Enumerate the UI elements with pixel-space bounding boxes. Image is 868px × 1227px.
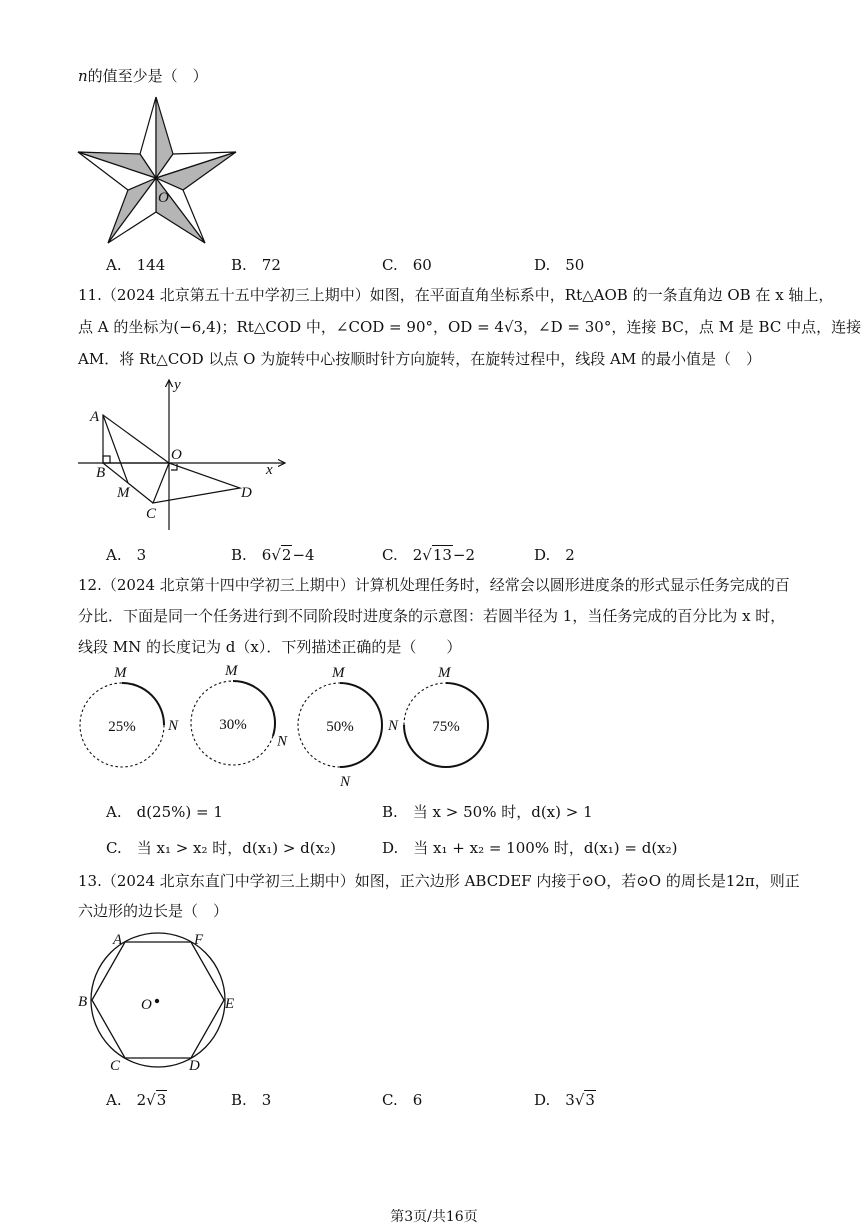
q13-stem-line1: 13.（2024 北京东直门中学初三上期中）如图，正六边形 ABCDEF 内接于⊙O，若⊙O 的周长是12π，则正 [78,872,800,890]
q10-label-O: O [158,190,169,206]
q10-option-c: C. 60 [382,256,432,274]
q12-option-a: A. d(25%) = 1 [106,803,223,821]
q12-option-d: D. 当 x₁ + x₂ = 100% 时，d(x₁) = d(x₂) [382,839,678,857]
q11-stem-line1: 11.（2024 北京第五十五中学初三上期中）如图，在平面直角坐标系中，Rt△AOB 的一条直角边 OB 在 x 轴上， [78,286,834,304]
progress-point-N: N [340,774,351,790]
q11-option-c-coef: C. 2 [382,546,423,564]
q11-option-b-coef: B. 6 [231,546,272,564]
progress-point-N: N [388,718,399,734]
progress-point-M: M [332,665,345,681]
progress-point-M: M [114,665,127,681]
q11-option-d: D. 2 [534,546,575,564]
q11-option-c-tail: −2 [452,546,476,564]
progress-percent-label: 75% [432,719,460,735]
q11-option-b-tail: −4 [292,546,315,564]
q11-option-b: B. 6√2−4 [231,546,315,564]
q10-option-d: D. 50 [534,256,585,274]
q11-label-x: x [266,462,273,478]
q13-option-d-radicand: 3 [585,1091,595,1109]
q12-option-c: C. 当 x₁ > x₂ 时，d(x₁) > d(x₂) [106,839,336,857]
progress-point-N: N [276,733,287,750]
q11-label-y: y [174,377,181,393]
progress-point-M: M [225,663,238,679]
q13-option-a: A. 2√3 [106,1091,167,1109]
q11-option-c: C. 2√13−2 [382,546,476,564]
q13-label-C: C [110,1058,121,1074]
q11-stem-line3: AM．将 Rt△COD 以点 O 为旋转中心按顺时针方向旋转，在旋转过程中，线段 AM 的最小值是（ ） [78,350,761,368]
q13-option-d: D. 3√3 [534,1091,595,1109]
q11-option-c-radicand: 13 [432,546,452,564]
progress-percent-label: 30% [219,717,247,733]
progress-percent-label: 25% [108,719,136,735]
q11-label-B: B [96,465,106,481]
q13-option-a-coef: A. 2 [106,1091,147,1109]
q12-stem-line1: 12.（2024 北京第十四中学初三上期中）计算机处理任务时，经常会以圆形进度条的形式显示任务完成的百 [78,576,790,594]
q11-label-C: C [146,506,157,522]
q13-option-d-coef: D. 3 [534,1091,575,1109]
q13-option-a-radicand: 3 [156,1091,167,1109]
q12-stem-line2: 分比．下面是同一个任务进行到不同阶段时进度条的示意图：若圆半径为 1，当任务完成的百分比为 x 时， [78,607,786,625]
q13-option-b: B. 3 [231,1091,272,1109]
q11-option-a: A. 3 [106,546,147,564]
page-footer: 第3页/共16页 [390,1209,478,1225]
q10-option-b: B. 72 [231,256,281,274]
q11-label-M: M [117,485,130,501]
q10-option-a: A. 144 [106,256,166,274]
q10-stem-text: 的值至少是（ ） [87,67,208,85]
progress-percent-label: 50% [326,719,354,735]
q11-label-O: O [171,447,182,463]
q11-stem-line2: 点 A 的坐标为(−6,4)；Rt△COD 中，∠COD = 90°，OD = 4√3，∠D = 30°，连接 BC，点 M 是 BC 中点，连接 [78,318,862,336]
q13-stem-line2: 六边形的边长是（ ） [78,902,229,920]
q13-label-A: A [113,932,123,948]
q12-option-b: B. 当 x > 50% 时，d(x) > 1 [382,803,593,821]
q11-label-D: D [241,485,252,501]
q11-option-b-radicand: 2 [281,546,292,564]
q13-label-B: B [78,994,88,1010]
progress-point-M: M [438,665,451,681]
q12-stem-line3: 线段 MN 的长度记为 d（x）．下列描述正确的是（ ） [78,638,462,656]
progress-point-N: N [168,718,179,734]
q13-label-F: F [194,932,204,948]
q13-label-O: O [141,997,152,1013]
q13-option-c: C. 6 [382,1091,423,1109]
q11-label-A: A [90,409,100,425]
q10-var-n: n [78,67,88,85]
q13-label-E: E [225,996,235,1012]
q13-label-D: D [189,1058,200,1074]
